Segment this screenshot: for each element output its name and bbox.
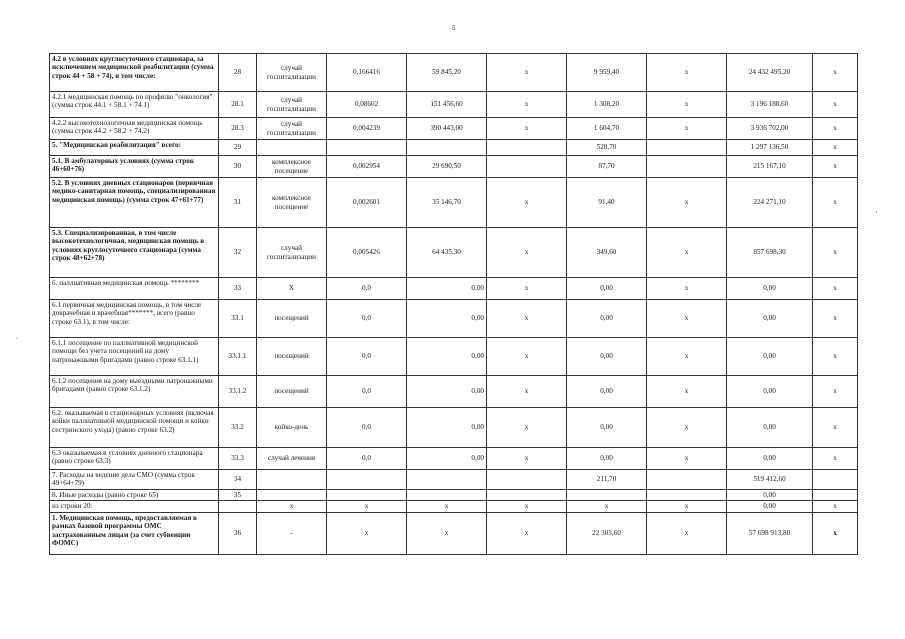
row-name: 6.1.2 посещения на дому выездными патронажными бригадами (равно строке 63.1.2)	[50, 376, 219, 408]
row-name: 1. Медицинская помощь, предоставляемая в рамках базовой программы ОМС застрахованным лицам (за счет субвенции ФОМС)	[50, 512, 219, 554]
row-cell: 0,00	[407, 376, 487, 408]
row-cell: х	[813, 118, 858, 140]
row-cell: 0,08602	[327, 92, 407, 118]
medical-care-table	[49, 53, 858, 555]
row-cell: 0,00	[727, 448, 813, 470]
row-cell: 0,00	[727, 300, 813, 338]
row-cell: 33.3	[219, 448, 257, 470]
row-cell: 0,00	[407, 338, 487, 376]
row-cell: посещений	[257, 300, 327, 338]
row-cell: х	[487, 278, 567, 300]
row-name: 6.3 оказываемая в условиях дневного стационара (равно строке 63.3)	[50, 448, 219, 470]
row-cell: х	[647, 118, 727, 140]
row-cell: 0,00	[727, 501, 813, 512]
row-cell: 151 456,60	[407, 92, 487, 118]
row-cell: 0,00	[407, 278, 487, 300]
row-cell: 0,166416	[327, 54, 407, 92]
row-cell: 0,0	[327, 300, 407, 338]
row-cell: 31	[219, 178, 257, 228]
row-cell: х	[647, 278, 727, 300]
row-cell: х	[487, 54, 567, 92]
row-cell: 215 167,10	[727, 156, 813, 178]
row-cell: х	[487, 118, 567, 140]
table-row	[50, 448, 858, 470]
row-cell	[567, 490, 647, 501]
row-name: 5.2. В условиях дневных стационаров (первичная медико-санитарная помощь, специализированная медицинская помощь) (сумма строк 47+61+77)	[50, 178, 219, 228]
row-cell: 57 698 913,80	[727, 512, 813, 554]
row-cell: 29	[219, 140, 257, 156]
row-cell: х	[647, 408, 727, 448]
row-cell: х	[813, 408, 858, 448]
row-cell: 33.2	[219, 408, 257, 448]
row-cell: х	[487, 376, 567, 408]
row-cell: 0,00	[727, 490, 813, 501]
row-cell: 59 845,20	[407, 54, 487, 92]
row-cell: 3 196 188,60	[727, 92, 813, 118]
row-cell: 64 435,30	[407, 228, 487, 278]
row-cell: х	[487, 92, 567, 118]
row-cell: х	[327, 512, 407, 554]
table-row	[50, 54, 858, 92]
row-cell: х	[487, 178, 567, 228]
row-cell: х	[487, 512, 567, 554]
row-cell	[407, 140, 487, 156]
row-name: 4.2.2 высокотехнологичная медицинская помощь (сумма строк 44.2 + 58.2 + 74.2)	[50, 118, 219, 140]
row-cell: 0,00	[727, 278, 813, 300]
row-cell: 1 308,20	[567, 92, 647, 118]
row-name: 5.3. Специализированная, в том числе высокотехнологичная, медицинская помощь в условиях круглосуточного стационара (сумма строк 48+62+78)	[50, 228, 219, 278]
row-name: 5. "Медицинская реабилитация" всего:	[50, 140, 219, 156]
row-cell: 33.1.2	[219, 376, 257, 408]
row-cell: 390 443,00	[407, 118, 487, 140]
row-cell: 0,00	[567, 338, 647, 376]
row-cell: 0,0	[327, 376, 407, 408]
row-cell: 35 146,70	[407, 178, 487, 228]
table-row	[50, 376, 858, 408]
row-cell: х	[647, 300, 727, 338]
row-cell: х	[813, 228, 858, 278]
row-name: 6. паллиативная медицинская помощь ********	[50, 278, 219, 300]
row-cell: х	[813, 278, 858, 300]
table-row	[50, 490, 858, 501]
table-row	[50, 178, 858, 228]
row-cell: 0,00	[407, 448, 487, 470]
row-cell: х	[487, 501, 567, 512]
row-cell: 33.1.1	[219, 338, 257, 376]
row-cell	[487, 470, 567, 490]
row-name: 6.1.1 посещение по паллиативной медицинской помощи без учета посещений на дому патронажными бригадами (равно строке 63.1.1)	[50, 338, 219, 376]
row-cell: комплексное посещение	[257, 156, 327, 178]
row-cell: х	[257, 501, 327, 512]
table-row	[50, 118, 858, 140]
row-cell	[647, 156, 727, 178]
row-cell: х	[813, 178, 858, 228]
row-cell: 519 412,60	[727, 470, 813, 490]
row-cell: 24 432 495,20	[727, 54, 813, 92]
row-name: 6.2. оказываемая в стационарных условиях (включая койки паллиативной медицинской помощи и койки сестринского ухода) (равно строке 63.2)	[50, 408, 219, 448]
row-cell: 34	[219, 470, 257, 490]
table-row	[50, 140, 858, 156]
table-row	[50, 338, 858, 376]
row-cell: посещений	[257, 338, 327, 376]
row-name: 6.1 первичная медицинская помощь, в том числе доврачебная и врачебная*******, всего (равно строке 63.1), в том числе:	[50, 300, 219, 338]
row-cell: 0,0	[327, 338, 407, 376]
row-cell: 32	[219, 228, 257, 278]
row-cell: х	[407, 512, 487, 554]
table-row	[50, 278, 858, 300]
row-cell	[487, 490, 567, 501]
row-name: 4.2.1 медицинская помощь по профилю "онкология" (сумма строк 44.1 + 58.1 + 74.1)	[50, 92, 219, 118]
row-cell: 0,004239	[327, 118, 407, 140]
row-cell: 857 698,30	[727, 228, 813, 278]
row-cell: 22 303,60	[567, 512, 647, 554]
row-cell: 0,005426	[327, 228, 407, 278]
row-cell	[327, 490, 407, 501]
row-cell: х	[813, 338, 858, 376]
row-cell: случай госпитализации	[257, 118, 327, 140]
row-cell: случай госпитализации	[257, 228, 327, 278]
row-cell: х	[813, 376, 858, 408]
row-cell: х	[647, 501, 727, 512]
row-cell: 29 690,50	[407, 156, 487, 178]
row-cell: х	[813, 156, 858, 178]
row-cell: 28	[219, 54, 257, 92]
row-name: 7. Расходы на ведение дела СМО (сумма строк 49+64+79)	[50, 470, 219, 490]
row-cell: X	[257, 278, 327, 300]
scan-mark: ‚	[875, 205, 878, 214]
row-cell: х	[647, 338, 727, 376]
row-cell: 91,40	[567, 178, 647, 228]
row-cell	[327, 470, 407, 490]
row-cell	[257, 470, 327, 490]
row-cell: 0,00	[567, 408, 647, 448]
row-cell: 0,0	[327, 408, 407, 448]
page-number: 5	[452, 24, 456, 32]
table-row	[50, 512, 858, 554]
table-row	[50, 92, 858, 118]
row-cell: -	[257, 512, 327, 554]
row-cell: х	[647, 448, 727, 470]
row-cell: 0,002601	[327, 178, 407, 228]
row-cell: х	[813, 300, 858, 338]
row-cell: 0,00	[727, 338, 813, 376]
row-name: из строки 20:	[50, 501, 219, 512]
row-cell: х	[487, 408, 567, 448]
row-cell: х	[567, 501, 647, 512]
row-cell: х	[813, 54, 858, 92]
row-cell: 0,00	[407, 300, 487, 338]
row-cell: х	[647, 178, 727, 228]
row-name: 5.1. В амбулаторных условиях (сумма строк 46+60+76)	[50, 156, 219, 178]
row-cell: х	[647, 92, 727, 118]
row-cell: х	[813, 448, 858, 470]
row-cell	[219, 501, 257, 512]
row-cell: 224 271,10	[727, 178, 813, 228]
row-cell: 349,60	[567, 228, 647, 278]
row-cell: 0,0	[327, 448, 407, 470]
row-cell: случай лечения	[257, 448, 327, 470]
row-cell: х	[647, 512, 727, 554]
row-cell	[257, 140, 327, 156]
row-cell	[407, 490, 487, 501]
table-row	[50, 501, 858, 512]
row-cell: 9 959,40	[567, 54, 647, 92]
row-cell: 0,0	[327, 278, 407, 300]
row-cell: 35	[219, 490, 257, 501]
row-cell: х	[487, 338, 567, 376]
row-cell: х	[407, 501, 487, 512]
row-cell: х	[813, 501, 858, 512]
row-cell	[487, 140, 567, 156]
row-cell: комплексное посещение	[257, 178, 327, 228]
table-row	[50, 228, 858, 278]
row-cell: посещений	[257, 376, 327, 408]
row-cell	[647, 140, 727, 156]
row-cell: 528,70	[567, 140, 647, 156]
row-cell	[407, 470, 487, 490]
table-row	[50, 408, 858, 448]
row-cell: х	[487, 228, 567, 278]
row-cell: 0,00	[567, 300, 647, 338]
table-row	[50, 300, 858, 338]
row-cell: случай госпитализации	[257, 54, 327, 92]
table-row	[50, 470, 858, 490]
row-cell: 0,00	[727, 408, 813, 448]
row-cell: х	[647, 376, 727, 408]
row-cell	[487, 156, 567, 178]
row-cell: 87,70	[567, 156, 647, 178]
row-cell: х	[813, 92, 858, 118]
row-cell: 30	[219, 156, 257, 178]
row-cell: 0,002954	[327, 156, 407, 178]
row-cell: х	[487, 448, 567, 470]
row-cell: 0,00	[567, 278, 647, 300]
row-cell: х	[813, 512, 858, 554]
row-cell: 36	[219, 512, 257, 554]
row-cell: 33.1	[219, 300, 257, 338]
row-cell	[813, 490, 858, 501]
row-cell: 33	[219, 278, 257, 300]
row-cell: 0,00	[567, 376, 647, 408]
scan-mark: ·	[15, 334, 18, 343]
row-cell: х	[647, 228, 727, 278]
row-cell: х	[647, 54, 727, 92]
row-cell: 0,00	[567, 448, 647, 470]
row-cell: 28.3	[219, 118, 257, 140]
row-cell: случай госпитализации	[257, 92, 327, 118]
row-name: 4.2 в условиях круглосуточного стационара, за исключением медицинской реабилитации (сумма строк 44 + 58 + 74), в том числе:	[50, 54, 219, 92]
row-cell: 1 297 136,50	[727, 140, 813, 156]
row-cell: 3 936 702,00	[727, 118, 813, 140]
row-cell: 28.1	[219, 92, 257, 118]
row-cell: койко-день	[257, 408, 327, 448]
row-cell	[813, 470, 858, 490]
row-cell	[257, 490, 327, 501]
row-cell	[647, 470, 727, 490]
row-cell	[327, 140, 407, 156]
row-cell: х	[487, 300, 567, 338]
table-row	[50, 156, 858, 178]
row-cell: х	[327, 501, 407, 512]
row-cell	[647, 490, 727, 501]
row-cell: 0,00	[727, 376, 813, 408]
row-cell: 1 604,70	[567, 118, 647, 140]
row-cell: 0,00	[407, 408, 487, 448]
row-cell: 211,70	[567, 470, 647, 490]
row-cell: х	[813, 140, 858, 156]
row-name: 8. Иные расходы (равно строке 65)	[50, 490, 219, 501]
